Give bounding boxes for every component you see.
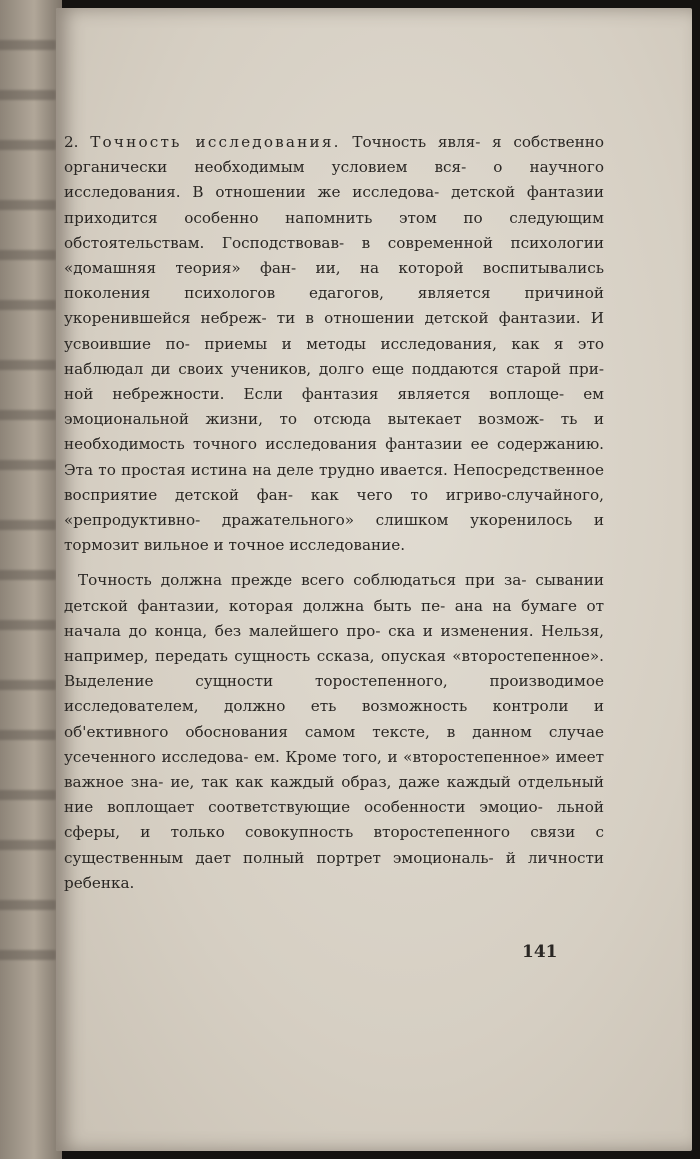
paragraph-2: Точность должна прежде всего соблюдаться при за- сывании детской фантазии, которая должна быть пе- ана на бумаге от начала до конца, без малейшего про- ска и изменения. Нельзя, например, передать сущность ссказа, опуская «второстепенное». Выделение сущности торостепенного, производимое исследователем, должно еть возможность контроли и об'ективного обоснования самом тексте, в данном случае усеченного исследова- ем. Кроме того, и «второстепенное» имеет важное зна- ие, так как каждый образ, даже каждый отдельный ние воплощает соответствующие особенности эмоцио- льной сферы, и только совокупность второстепенного связи с существенным дает полный портрет эмоциональ- й личности ребенка. (64, 571, 604, 892)
paragraph-1: 2. Точность исследования. Точность явля- я собственно органически необходимым условием вся- о научного исследования. В отношении же исследова- детской фантазии приходится особенно напомнить этом по следующим обстоятельствам. Господствовав- в современной психологии «домашняя теория» фан- ии, на которой воспитывались поколения психологов едагогов, является причиной укоренившейся небреж- ти в отношении детской фантазии. И усвоившие по- приемы и методы исследования, как я это наблюдал ди своих учеников, долго еще поддаются старой при- ной небрежности. Если фантазия является воплоще- ем эмоциональной жизни, то отсюда вытекает возмож- ть и необходимость точного исследования фантазии ее содержанию. Эта то простая истина на деле трудно ивается. Непосредственное восприятие детской фан- как чего то игриво-случайного, «репродуктивно- дражательного» слишком укоренилось и тормозит вильное и точное исследование. (64, 133, 604, 555)
book-page (56, 8, 692, 1151)
section-heading: Точность исследования. (90, 133, 341, 151)
page-body (64, 130, 604, 896)
left-page-edge (0, 0, 62, 1159)
page-number: 141 (522, 942, 558, 962)
